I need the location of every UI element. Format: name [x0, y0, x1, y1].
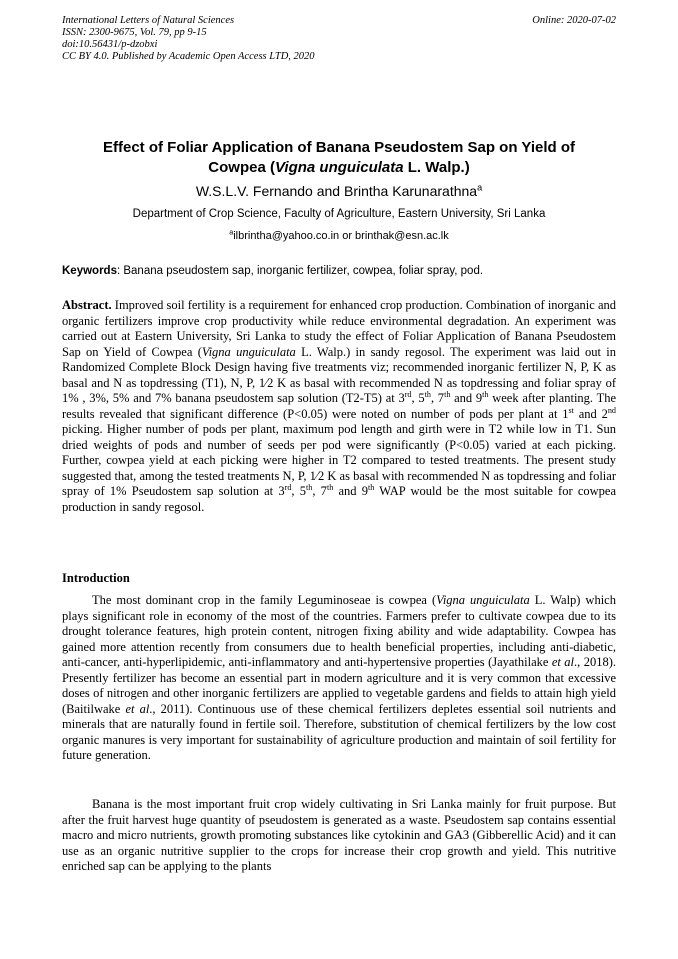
author-names: W.S.L.V. Fernando and Brintha Karunarathna [195, 183, 478, 199]
author-email [62, 229, 616, 243]
abstract-text: and 9 [333, 484, 368, 498]
ordinal-suffix: th [444, 389, 451, 399]
abstract-text: week after planting. The results revealed that significant difference (P<0.05) were noted on number of pods per plant at 1 [62, 391, 616, 421]
citation-etal: et al [551, 655, 575, 669]
ordinal-suffix: th [306, 482, 313, 492]
abstract-text: and 2 [573, 406, 608, 421]
license-line: CC BY 4.0. Published by Academic Open Access LTD, 2020 [62, 51, 315, 62]
author-affil-mark: a [477, 182, 483, 193]
journal-name: International Letters of Natural Sciences [62, 15, 235, 26]
ordinal-suffix: rd [404, 389, 412, 399]
journal-header [62, 15, 315, 63]
introduction-paragraph-2: Banana is the most important fruit crop widely cultivating in Sri Lanka mainly for fruit purpose. But after the fruit harvest huge quantity of pseudostem is generated as a waste. Pseudostem sap contains essential macro and micro nutrients, growth promoting substances like cytokinin and GA3 (Gibberellic Acid) and it can use as an organic nutritive supplier to the crops for increase their crop growth and yield. This nutritive enriched sap can be applying to the plants [62, 797, 616, 873]
paragraph-text: The most dominant crop in the family Leguminoseae is cowpea ( [92, 593, 437, 607]
abstract-text: WAP would be the most suitable for cowpea production in sandy regosol. [62, 484, 617, 514]
title-species: Vigna unguiculata [274, 159, 404, 176]
email-text: ilbrintha@yahoo.co.in or brinthak@esn.ac.lk [233, 230, 449, 242]
title-line-2-pre: Cowpea ( [208, 159, 275, 176]
email-affil-mark: a [229, 228, 234, 237]
ordinal-suffix: th [482, 389, 489, 399]
paragraph-text: L. Walp) which plays significant role in economy of the most of the countries. Farmers prefer to cultivate cowpea due to its drought tolerance features, high protein content, nitrogen fixing ability and wide adaptability. Cowpea has gained more attention recently from consumers due to health beneficial properties, including anti-diabetic, anti-cancer, anti-hyperlipidemic, anti-inflammatory and anti-hypertensive properties (Jayathilake [62, 593, 616, 669]
introduction-paragraph-1 [62, 593, 616, 764]
keywords-text: : Banana pseudostem sap, inorganic fertilizer, cowpea, foliar spray, pod. [116, 265, 484, 277]
abstract-species: Vigna unguiculata [201, 344, 296, 359]
title-line-2-post: L. Walp.) [403, 159, 470, 176]
title-line-1: Effect of Foliar Application of Banana Pseudostem Sap on Yield of [102, 139, 575, 156]
abstract-text: and 9 [450, 391, 483, 405]
paper-title [62, 138, 616, 178]
author-list [62, 182, 616, 200]
abstract-text: picking. Higher number of pods per plant, maximum pod length and girth were in T2 while low in T1. Sun dried weights of pods and number of seeds per pod were significantly (P<0.05) varied at each picking. Further, cowpea yield at each picking were higher in T2 compared to tested treatments. The present study suggested that, among the tested treatments N, P, 1⁄2 K as basal with recommended N as topdressing and foliar spray of 1% Pseudostem sap solution at 3 [62, 422, 616, 498]
abstract-label: Abstract. [62, 298, 112, 312]
online-date: Online: 2020-07-02 [532, 15, 616, 26]
abstract-text: , 7 [430, 391, 445, 405]
keywords-label: Keywords [62, 265, 117, 277]
abstract-text: L. Walp.) in sandy regosol. The experiment was laid out in Randomized Complete Block Design having five treatments viz; recommended inorganic fertilizer N, P, K as basal and N as topdressing (T1), N, P, 1⁄2 K as basal with recommended N as topdressing and foliar spray of 1% , 3%, 5% and 7% banana pseudostem sap solution (T2-T5) at 3 [62, 344, 616, 405]
ordinal-suffix: nd [607, 405, 616, 415]
ordinal-suffix: th [424, 389, 431, 399]
ordinal-suffix: rd [284, 482, 292, 492]
abstract-text: , 5 [411, 391, 425, 405]
citation-etal: et al [125, 701, 150, 716]
ordinal-suffix: st [568, 405, 574, 415]
ordinal-suffix: th [368, 482, 375, 492]
paragraph-text: ., 2018). Presently fertilizer has become an essential part in modern agriculture and it is very common that excessive doses of nitrogen and other inorganic fertilizers are applied to vegetable gardens and fields to attain high yield (Baitilwake [62, 655, 616, 716]
abstract-text: , 5 [291, 484, 307, 498]
doi-line: doi:10.56431/p-dzobxi [62, 39, 158, 50]
introduction-heading: Introduction [62, 571, 130, 585]
ordinal-suffix: th [326, 482, 334, 492]
abstract [62, 298, 616, 515]
affiliation: Department of Crop Science, Faculty of Agriculture, Eastern University, Sri Lanka [132, 208, 546, 220]
paragraph-text: ., 2011). Continuous use of these chemical fertilizers depletes essential soil nutrients and minerals that are naturally found in fertile soil. Therefore, substitution of chemical fertilizers by the low cost organic manures is very important for sustainability of agriculture production and maintain of soil fertility for future generation. [62, 701, 616, 762]
keywords [62, 264, 616, 278]
abstract-text: Improved soil fertility is a requirement for enhanced crop production. Combination of inorganic and organic fertilizers improve crop productivity while reduce environmental degradation. An experiment was carried out at Eastern University, Sri Lanka to study the effect of Foliar Application of Banana Pseudostem Sap on Yield of Cowpea ( [62, 298, 616, 359]
abstract-text: , 7 [312, 484, 327, 498]
species-name: Vigna unguiculata [436, 593, 530, 607]
issn-line: ISSN: 2300-9675, Vol. 79, pp 9-15 [62, 27, 207, 38]
